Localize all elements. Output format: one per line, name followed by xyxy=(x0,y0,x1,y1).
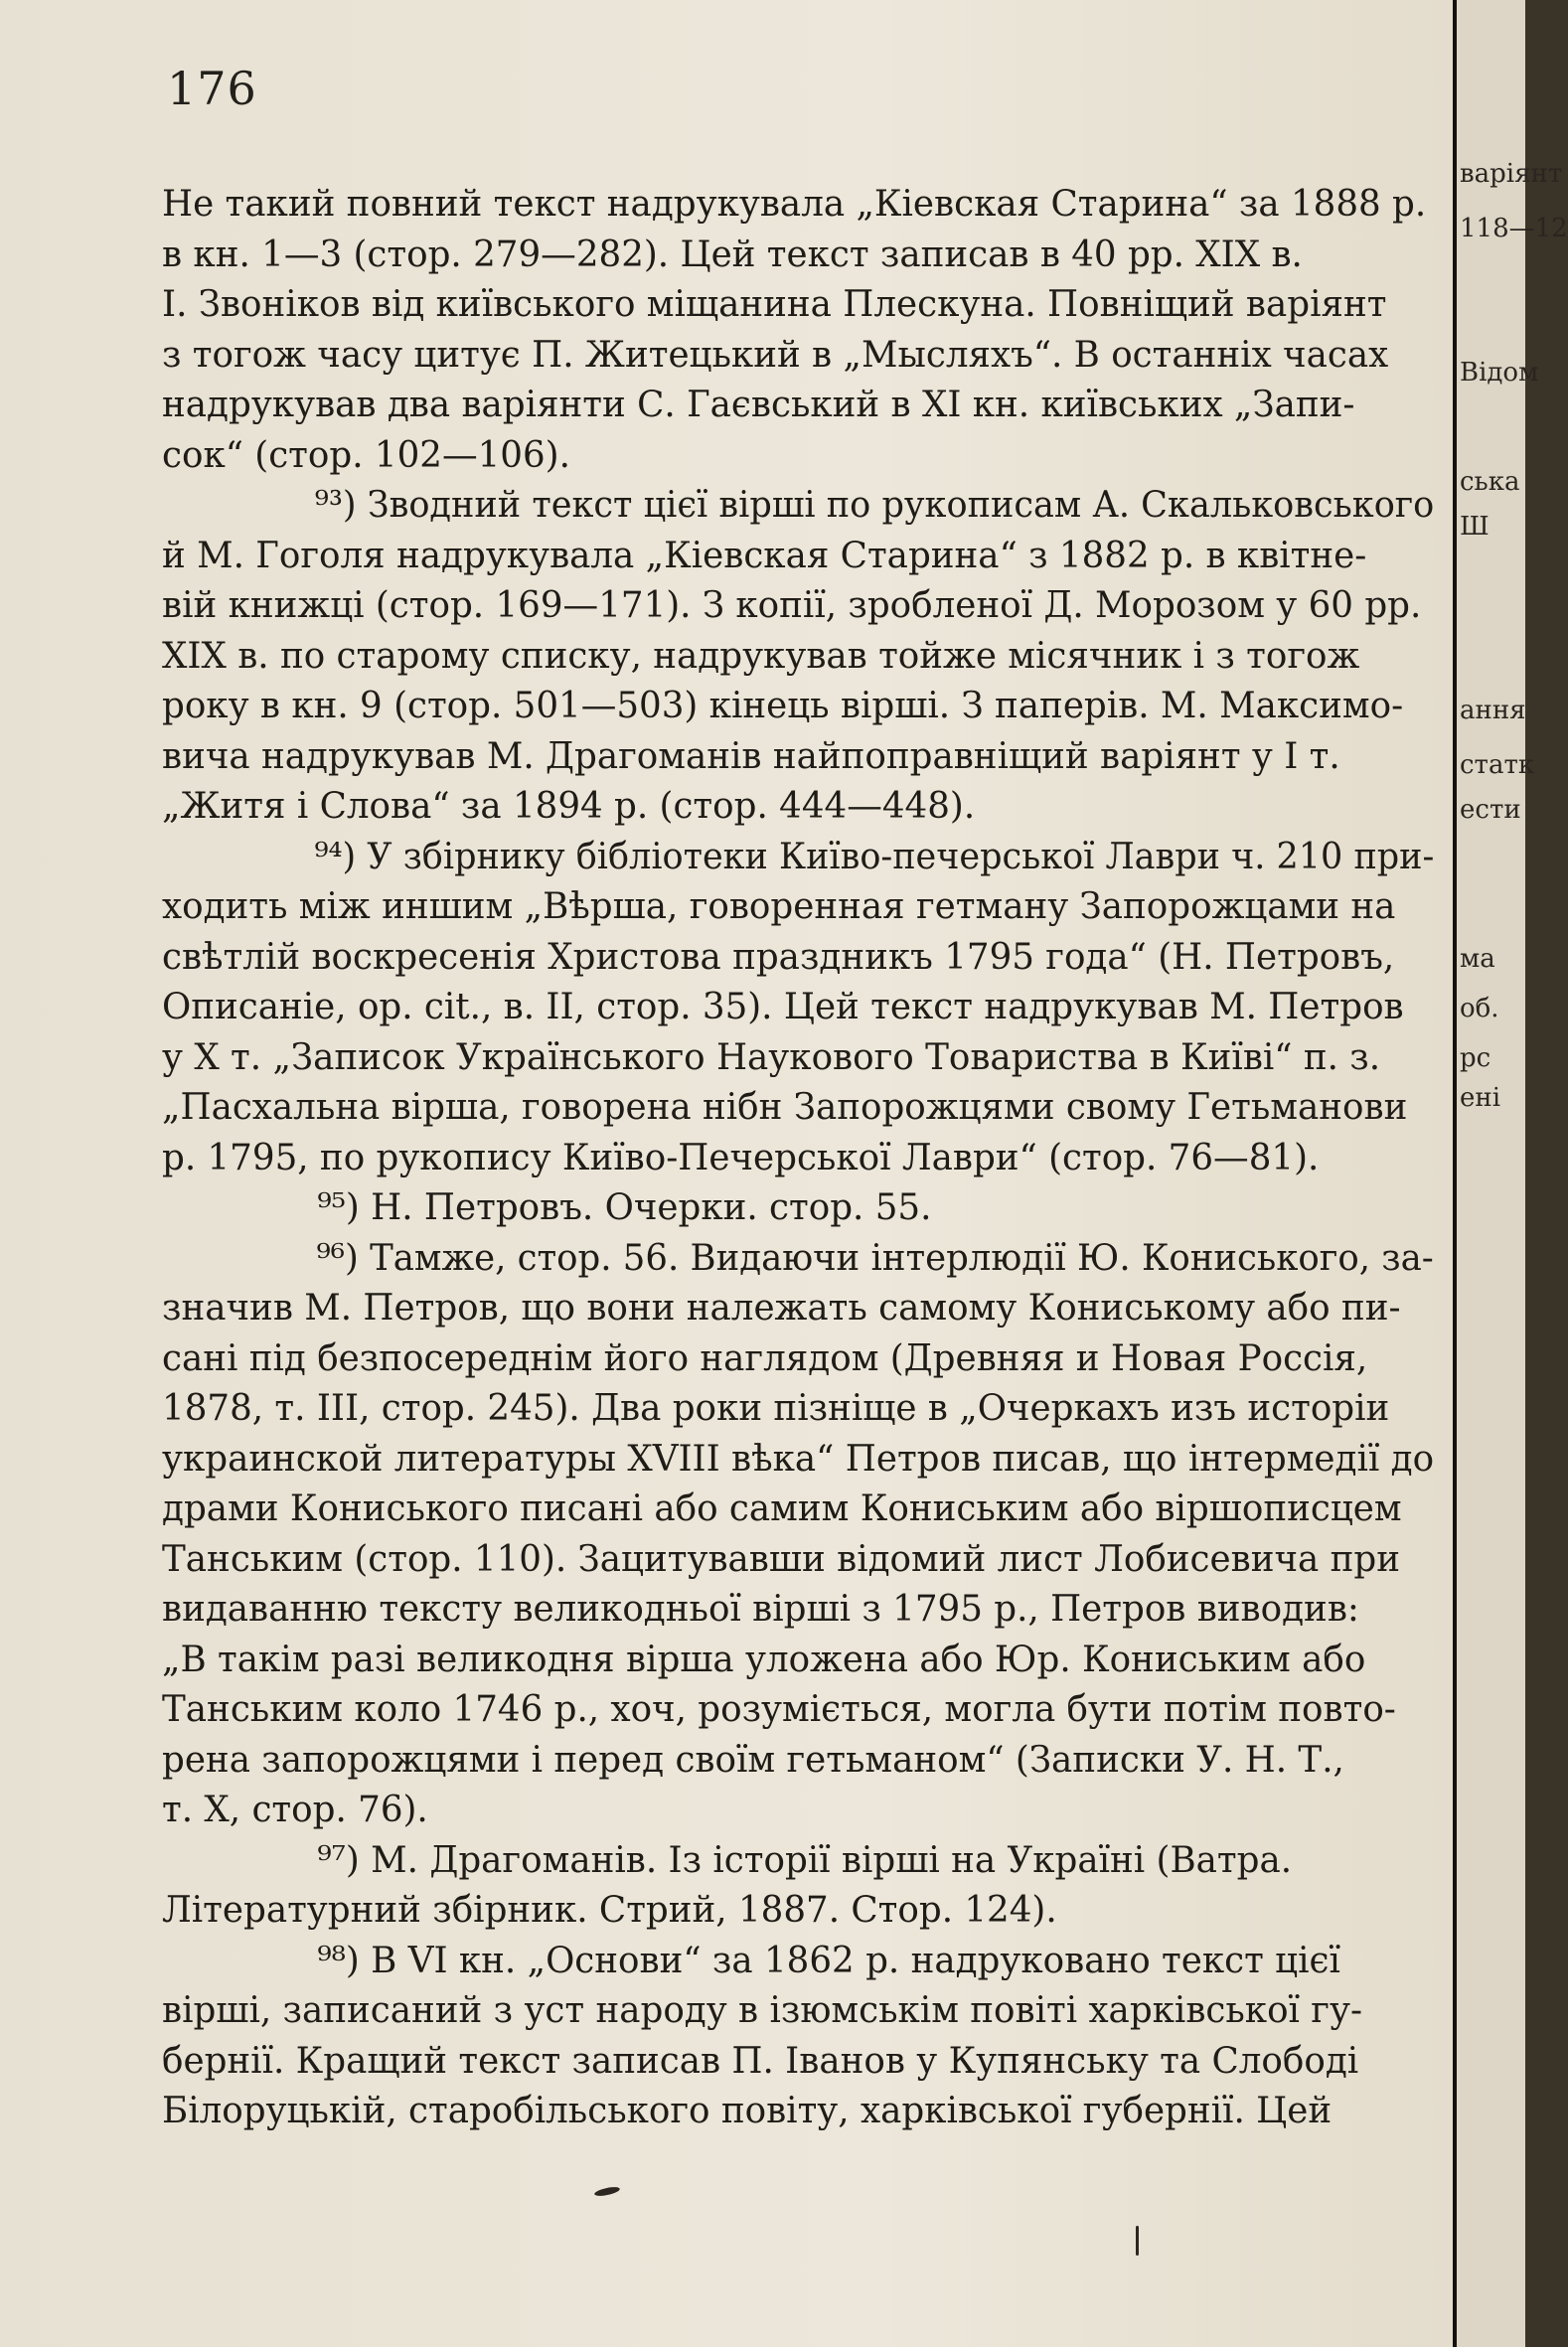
text-line: вій книжці (стор. 169—171). З копії, зробленої Д. Морозом у 60 рр. xyxy=(162,583,1422,626)
text-line: XIX в. по старому списку, надрукував тойже місячник і з тогож xyxy=(162,633,1360,677)
text-line: т. X, стор. 76). xyxy=(162,1788,428,1830)
text-line: „Пасхальна вірша, говорена нібн Запорожцями свому Гетьманови xyxy=(162,1085,1408,1128)
text-line: Не такий повний текст надрукувала „Кіевская Старина“ за 1888 р. xyxy=(162,182,1427,225)
text-line: й М. Гоголя надрукувала „Кіевская Старина“ з 1882 р. в квітне- xyxy=(162,533,1367,576)
text-line: Танським коло 1746 р., хоч, розуміється, могла бути потім повто- xyxy=(162,1687,1396,1730)
text-line: ⁹⁷) М. Драгоманів. Із історії вірші на Україні (Ватра. xyxy=(317,1837,1293,1881)
text-line: видаванню тексту великодньої вірші з 1795 р., Петров виводив: xyxy=(162,1587,1359,1630)
text-line: вича надрукував М. Драгоманів найпоправніщий варіянт у І т. xyxy=(162,733,1340,777)
text-line: значив М. Петров, що вони належать самому Кониському або пи- xyxy=(162,1286,1401,1329)
facing-page-fragment: Ш xyxy=(1460,512,1490,542)
text-line: свѣтлій воскресенія Христова праздникъ 1795 года“ (Н. Петровъ, xyxy=(162,934,1395,978)
text-line: Описаніе, ор. сіt., в. II, стор. 35). Цей текст надрукував М. Петров xyxy=(162,985,1404,1027)
text-line: ⁹⁴) У збірнику бібліотеки Київо-печерської Лаври ч. 210 при- xyxy=(314,834,1435,877)
text-line: украинской литературы XVIII вѣка“ Петров писав, що інтермедії до xyxy=(162,1436,1435,1480)
facing-page-fragment: ма xyxy=(1460,944,1495,974)
facing-page-edge xyxy=(1457,0,1568,2347)
facing-page-fragment: статк xyxy=(1460,750,1535,780)
text-line: у X т. „Записок Українського Наукового Товариства в Київі“ п. з. xyxy=(162,1034,1381,1078)
page-number: 176 xyxy=(167,62,257,115)
text-line: „В такім разі великодня вірша уложена або Юр. Кониським або xyxy=(162,1637,1366,1680)
ink-mark xyxy=(1136,2226,1139,2256)
text-line: І. Звоніков від київського міщанина Плескуна. Повніщий варіянт xyxy=(162,282,1387,325)
text-line: бернії. Кращий текст записав П. Іванов у Купянську та Слободі xyxy=(162,2038,1359,2082)
text-line: сані під безпосереднім його наглядом (Древняя и Новая Россія, xyxy=(162,1335,1368,1379)
text-line: ⁹⁸) В VI кн. „Основи“ за 1862 р. надруковано текст цієї xyxy=(317,1938,1340,1981)
facing-page-fragment: Відом xyxy=(1460,358,1539,388)
text-line: сок“ (стор. 102—106). xyxy=(162,432,570,476)
text-line: „Житя і Слова“ за 1894 р. (стор. 444—448). xyxy=(162,784,976,827)
text-line: надрукував два варіянти С. Гаєвський в XI кн. київських „Запи- xyxy=(162,383,1355,425)
text-line: ⁹³) Зводний текст цієї вірші по рукописам А. Скальковського xyxy=(314,483,1435,526)
text-line: р. 1795, по рукопису Київо-Печерської Лаври“ (стор. 76—81). xyxy=(162,1135,1320,1178)
text-line: в кн. 1—3 (стор. 279—282). Цей текст записав в 40 рр. XIX в. xyxy=(162,232,1303,275)
text-line: ⁹⁵) Н. Петровъ. Очерки. стор. 55. xyxy=(317,1185,932,1228)
facing-page-fragment: ести xyxy=(1460,795,1521,825)
footnotes-text xyxy=(162,179,1464,2136)
text-line: ходить між иншим „Вѣрша, говоренная гетману Запорожцами на xyxy=(162,884,1396,927)
text-line: драми Кониського писані або самим Кониським або віршописцем xyxy=(162,1486,1402,1529)
facing-page-fragment: рс xyxy=(1460,1043,1491,1073)
text-line: Танським (стор. 110). Зацитувавши відомий лист Лобисевича при xyxy=(162,1536,1401,1580)
text-line: Літературний збірник. Стрий, 1887. Стор. 124). xyxy=(162,1888,1057,1931)
text-line: 1878, т. III, стор. 245). Два роки пізніще в „Очеркахъ изъ исторіи xyxy=(162,1386,1390,1429)
text-line: року в кн. 9 (стор. 501—503) кінець вірші. З паперів. М. Максимо- xyxy=(162,684,1404,726)
facing-page-fragment: 118—12 xyxy=(1460,214,1568,243)
ink-mark xyxy=(594,2185,621,2197)
facing-page-fragment: ання xyxy=(1460,696,1526,725)
text-line: з тогож часу цитує П. Житецький в „Мысляхъ“. В останніх часах xyxy=(162,332,1389,376)
text-line: рена запорожцями і перед своїм гетьманом“ (Записки У. Н. Т., xyxy=(162,1737,1344,1781)
text-line: ⁹⁶) Тамже, стор. 56. Видаючи інтерлюдії Ю. Кониського, за- xyxy=(316,1235,1434,1279)
text-line: Білоруцькій, старобільського повіту, харківської губернії. Цей xyxy=(162,2089,1333,2131)
facing-page-fragment: ська xyxy=(1460,467,1520,497)
facing-page-fragment: об. xyxy=(1460,994,1499,1023)
facing-page-fragment: ені xyxy=(1460,1083,1501,1113)
text-line: вірші, записаний з уст народу в ізюмськім повіті харківської гу- xyxy=(162,1988,1363,2031)
facing-page-fragment: варіянт xyxy=(1460,159,1563,189)
